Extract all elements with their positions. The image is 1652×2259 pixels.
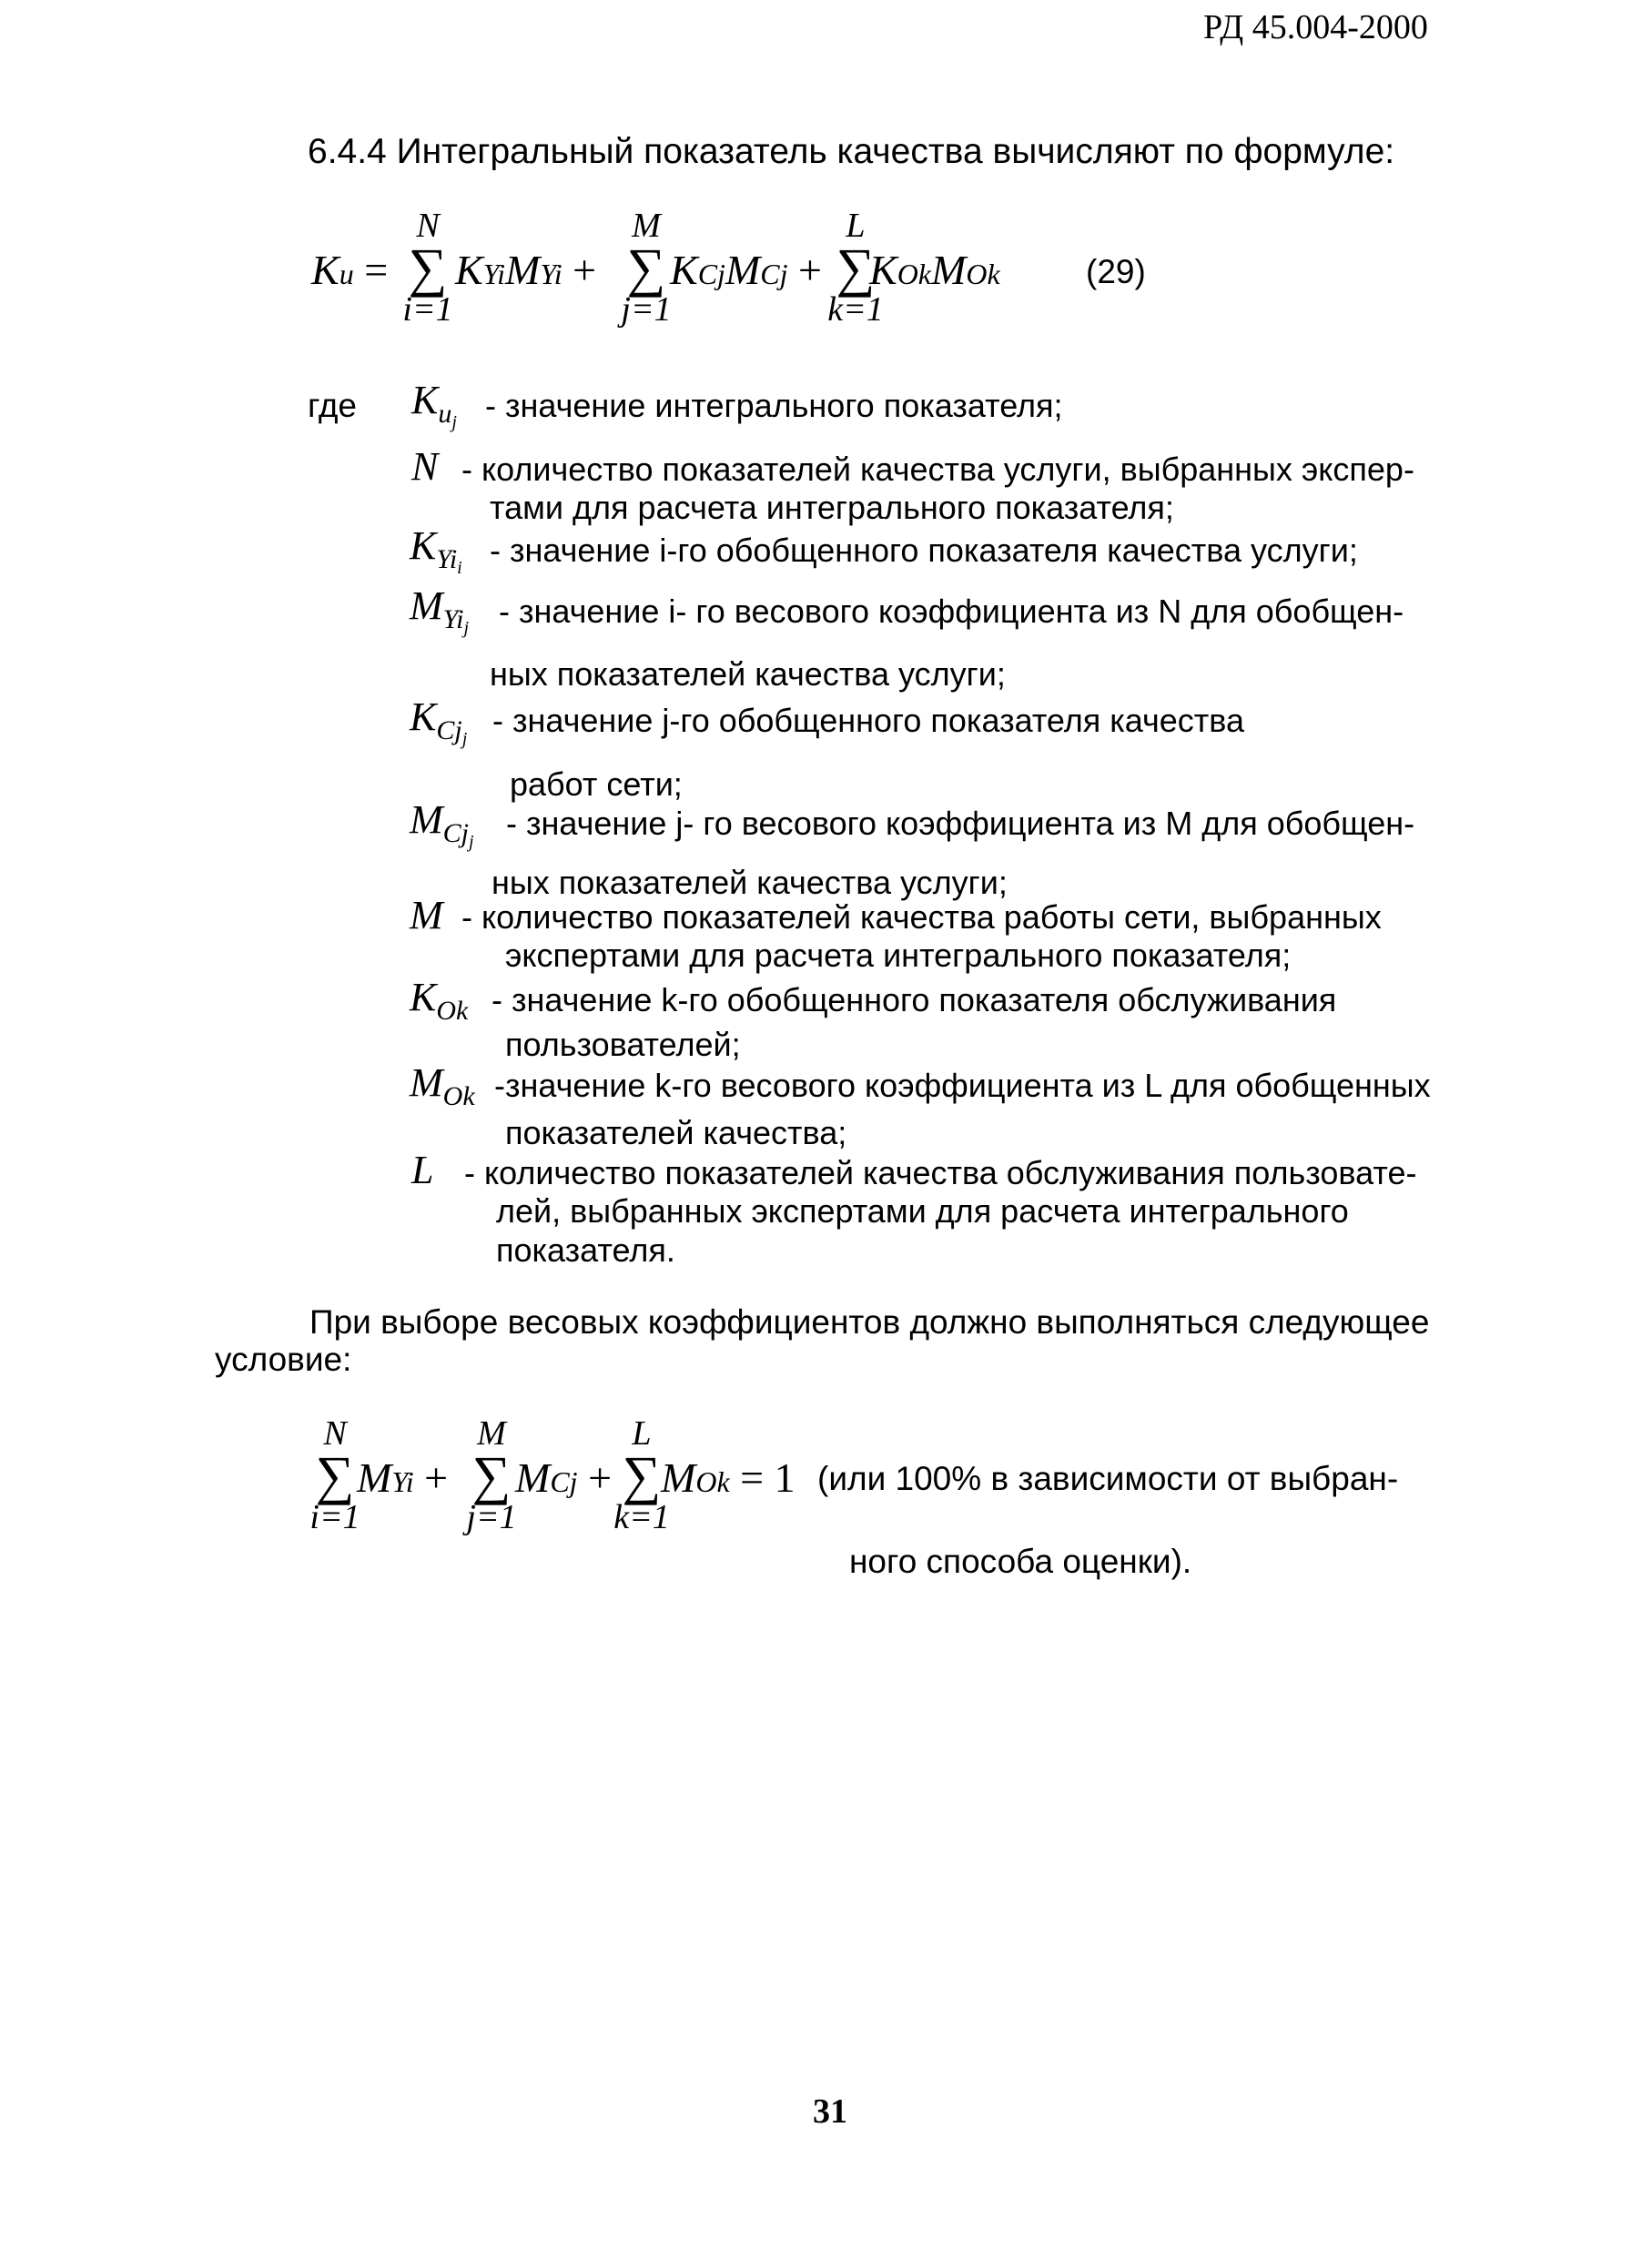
sum-lower-limit: k=1 (827, 290, 884, 329)
plus-sign: + (424, 1454, 449, 1501)
plus-sign: + (588, 1454, 613, 1501)
definition-text-cont: лей, выбранных экспертами для расчета интегрального (496, 1192, 1349, 1230)
definition-text: - значение интегрального показателя; (485, 387, 1063, 424)
condition-note-line1: (или 100% в зависимости от выбран- (817, 1460, 1399, 1497)
condition-paragraph-line1: При выборе весовых коэффициентов должно выполняться следующее (309, 1303, 1430, 1341)
sum-lower-limit: j=1 (466, 1498, 517, 1536)
sum-upper-limit: N (323, 1414, 347, 1453)
symbol-mcj: $M_{Cj_j}$ (410, 797, 474, 852)
equals-one: = 1 (740, 1454, 796, 1501)
definition-text-cont: ных показателей качества услуги; (492, 864, 1008, 901)
definition-text: - количество показателей качества услуги, выбранных экспер- (461, 451, 1414, 488)
sum-term-2: KCjMCj + (670, 247, 822, 293)
definition-text: - количество показателей качества обслуживания пользовате- (464, 1154, 1417, 1191)
sum-upper-limit: L (846, 207, 866, 245)
definition-text-cont: ных показателей качества услуги; (490, 655, 1006, 693)
sigma-icon: ∑ (315, 1445, 355, 1505)
definition-text: - количество показателей качества работы сети, выбранных (461, 898, 1382, 936)
definition-text: - значение i-го обобщенного показателя качества услуги; (490, 532, 1358, 569)
symbol-ku: $K_{u_j}$ (411, 378, 457, 432)
equals-sign: = (364, 247, 389, 293)
page-number: 31 (813, 2092, 847, 2131)
condition-paragraph-line2: условие: (215, 1341, 352, 1378)
definition-text: - значение j- го весового коэффициента из M для обобщен- (506, 805, 1415, 842)
plus-sign: + (573, 247, 597, 293)
sigma-icon: ∑ (408, 238, 448, 298)
definition-text: - значение j-го обобщенного показателя качества (492, 702, 1245, 739)
plus-sign: + (797, 247, 822, 293)
sigma-icon: ∑ (471, 1445, 512, 1505)
sum-upper-limit: L (632, 1414, 652, 1453)
sum-operator-2 (619, 208, 674, 328)
formula-lhs-symbol: K (311, 247, 340, 293)
symbol-m: M (410, 893, 443, 937)
symbol-n: N (411, 444, 439, 489)
definition-text-cont: показателей качества; (505, 1114, 847, 1151)
sigma-icon: ∑ (836, 238, 876, 298)
where-label: где (308, 387, 358, 424)
formula-number: (29) (1086, 253, 1146, 290)
definition-text: - значение i- го весового коэффициента из N для обобщен- (499, 593, 1404, 630)
condition-note-line2: ного способа оценки). (849, 1543, 1192, 1580)
sigma-icon: ∑ (626, 238, 666, 298)
symbol-myi: $M_{Yi_j}$ (410, 583, 470, 638)
definition-text-cont: экспертами для расчета интегрального показателя; (505, 937, 1292, 974)
formula-lhs-subscript: u (339, 258, 354, 290)
definition-text-cont: работ сети; (510, 765, 683, 803)
definition-text-cont: тами для расчета интегрального показателя; (490, 489, 1174, 526)
definition-text: -значение k-го весового коэффициента из L для обобщенных (494, 1067, 1431, 1104)
definition-text: - значение k-го обобщенного показателя обслуживания (492, 981, 1337, 1018)
symbol-l: L (411, 1148, 434, 1192)
sum-upper-limit: M (477, 1414, 506, 1453)
clause-heading: 6.4.4 Интегральный показатель качества вычисляют по формуле: (308, 132, 1395, 171)
sum-term-2: MCj + (515, 1454, 613, 1501)
sum-lower-limit: i=1 (309, 1498, 360, 1536)
sum-upper-limit: N (416, 207, 440, 245)
symbol-kcj: $K_{Cj_j}$ (410, 694, 468, 749)
symbol-mok: $M_{Ok}$ (410, 1060, 475, 1111)
definition-text-cont: пользователей; (505, 1026, 741, 1063)
sum-upper-limit: M (632, 207, 661, 245)
sigma-icon: ∑ (622, 1445, 662, 1505)
sum-lower-limit: j=1 (621, 290, 672, 329)
sum-operator-1 (308, 1415, 362, 1535)
symbol-kok: $K_{Ok}$ (410, 975, 469, 1026)
symbol-kyi: $K_{Yi_i}$ (410, 523, 462, 578)
sum-operator-1 (400, 208, 455, 328)
sum-term-3: KOkMOk (869, 247, 1000, 293)
sum-operator-2 (464, 1415, 519, 1535)
sum-term-1: MYi + (357, 1454, 449, 1501)
document-code: РД 45.004-2000 (1203, 8, 1428, 46)
sum-lower-limit: i=1 (402, 290, 453, 329)
definition-text-cont: показателя. (496, 1231, 675, 1269)
sum-lower-limit: k=1 (613, 1498, 670, 1536)
sum-term-3: MOk = 1 (661, 1454, 796, 1501)
sum-term-1: KYiMYi + (455, 247, 597, 293)
